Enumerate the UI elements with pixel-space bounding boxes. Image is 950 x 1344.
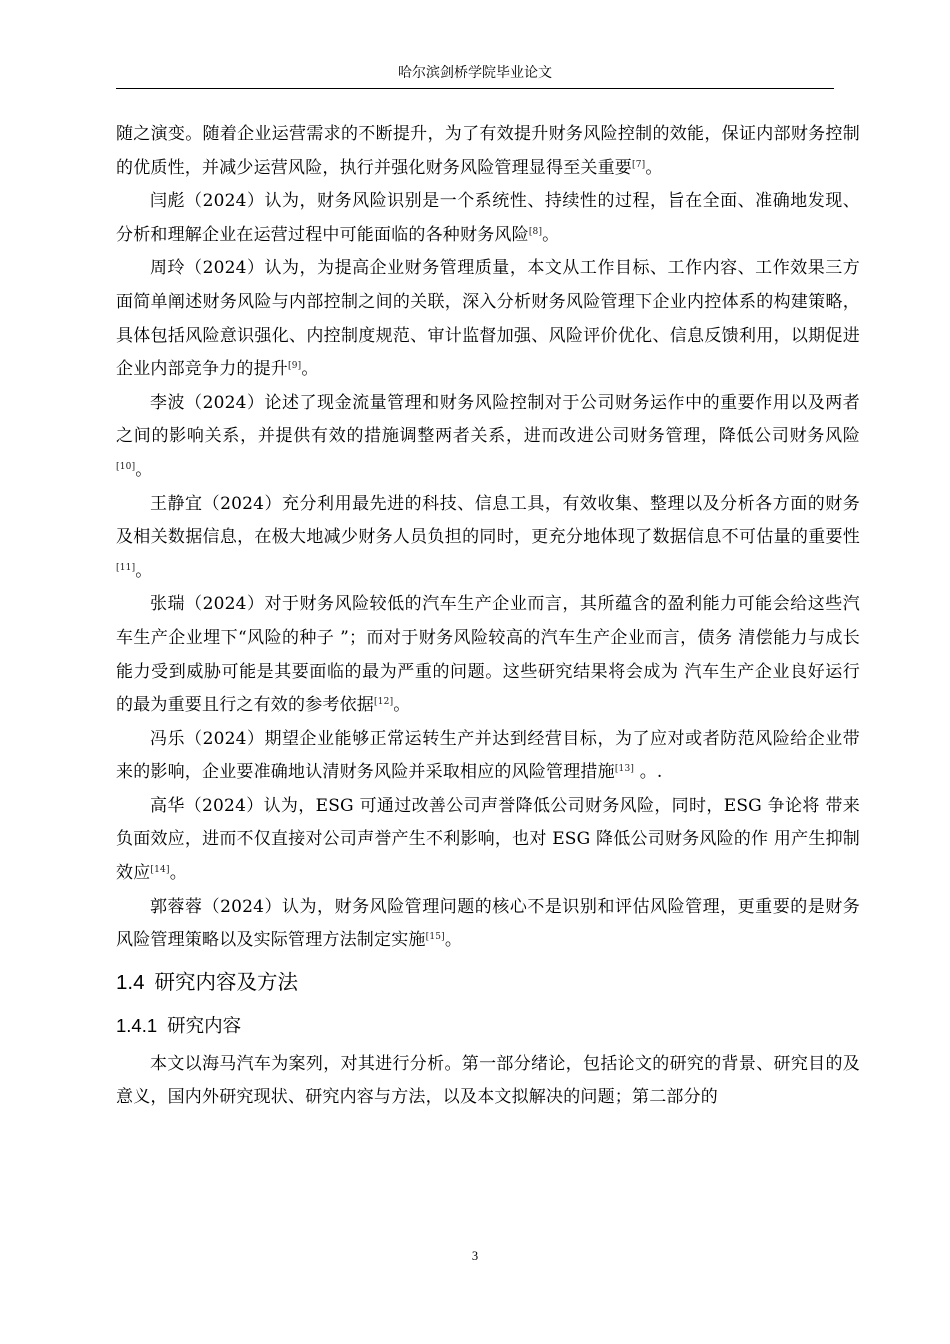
citation-ref: [12] xyxy=(374,697,394,708)
paragraph-research-content: 本文以海马汽车为案列，对其进行分析。第一部分绪论，包括论文的研究的背景、研究目的及意义，国内外研究现状、研究内容与方法，以及本文拟解决的问题；第二部分的 xyxy=(116,1053,860,1108)
subsection-title: 研究内容 xyxy=(167,1015,242,1037)
section-heading xyxy=(116,962,860,1003)
section-title: 研究内容及方法 xyxy=(154,969,298,994)
citation-ref: [10] xyxy=(116,461,136,472)
citation-ref: [7] xyxy=(632,159,646,170)
subsection-heading xyxy=(116,1007,860,1046)
citation-ref: [9] xyxy=(288,361,302,372)
citation-ref: [14] xyxy=(150,865,170,876)
paragraph-continuation: 随之演变。随着企业运营需求的不断提升，为了有效提升财务风险控制的效能，保证内部财务控制的优质性，并减少运营风险，执行并强化财务风险管理显得至关重要[7]。 xyxy=(116,124,860,178)
header-title: 哈尔滨剑桥学院毕业论文 xyxy=(398,65,552,81)
page-number: 3 xyxy=(471,1249,479,1263)
page-header xyxy=(116,64,834,89)
subsection-number: 1.4.1 xyxy=(116,1014,158,1036)
paragraph-feng-le: 冯乐（2024）期望企业能够正常运转生产并达到经营目标，为了应对或者防范风险给企业带来的影响，企业要准确地认清财务风险并采取相应的风险管理措施[13] 。. xyxy=(116,728,860,783)
paragraph-gao-hua: 高华（2024）认为，ESG 可通过改善公司声誉降低公司财务风险，同时，ESG 争论将 带来负面效应，进而不仅直接对公司声誉产生不利影响，也对 ESG 降低公司财务风险的作 用产生抑制效应[14]。 xyxy=(116,795,860,884)
paragraph-li-bo: 李波（2024）论述了现金流量管理和财务风险控制对于公司财务运作中的重要作用以及两者之间的影响关系，并提供有效的措施调整两者关系，进而改进公司财务管理，降低公司财务风险[10]。 xyxy=(116,392,860,480)
citation-ref: [8] xyxy=(528,226,543,237)
paragraph-zhang-rui: 张瑞（2024）对于财务风险较低的汽车生产企业而言，其所蕴含的盈利能力可能会给这些汽车生产企业埋下“风险的种子 ”；而对于财务风险较高的汽车生产企业而言，债务 清偿能力与成长能力受到威胁可能是其要面临的最为严重的问题。这些研究结果将会成为 汽车生产企业良好运行的最为重要且行之有效的参考依据[12]。 xyxy=(116,594,860,716)
citation-ref: [13] xyxy=(614,764,635,775)
paragraph-zhou-ling: 周玲（2024）认为，为提高企业财务管理质量，本文从工作目标、工作内容、工作效果三方面简单阐述财务风险与内部控制之间的关联，深入分析财务风险管理下企业内控体系的构建策略，具体包括风险意识强化、内控制度规范、审计监督加强、风险评价优化、信息反馈利用，以期促进企业内部竞争力的提升[9]。 xyxy=(116,258,860,380)
paragraph-guo-rongrong: 郭蓉蓉（2024）认为，财务风险管理问题的核心不是识别和评估风险管理，更重要的是财务风险管理策略以及实际管理方法制定实施[15]。 xyxy=(116,896,860,951)
citation-ref: [11] xyxy=(116,562,136,573)
citation-ref: [15] xyxy=(425,932,445,943)
section-number: 1.4 xyxy=(116,970,145,994)
page-body xyxy=(116,118,860,1115)
paragraph-yan-biao: 闫彪（2024）认为，财务风险识别是一个系统性、持续性的过程，旨在全面、准确地发现、分析和理解企业在运营过程中可能面临的各种财务风险[8]。 xyxy=(116,191,860,245)
paragraph-wang-jingyi: 王静宜（2024）充分利用最先进的科技、信息工具，有效收集、整理以及分析各方面的财务及相关数据信息，在极大地减少财务人员负担的同时，更充分地体现了数据信息不可估量的重要性[11]。 xyxy=(116,493,860,581)
